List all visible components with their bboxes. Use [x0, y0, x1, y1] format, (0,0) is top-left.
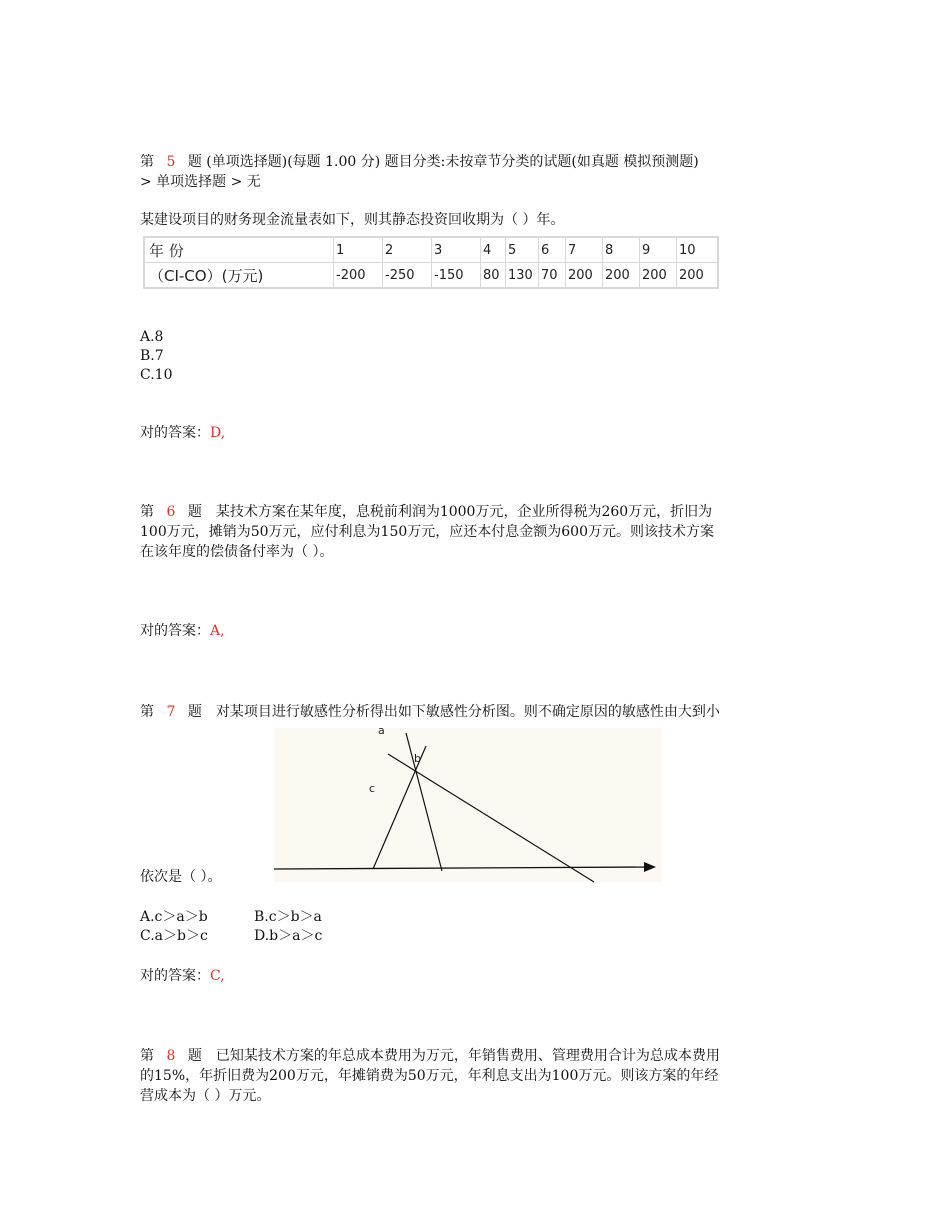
value-cell: -250 [383, 263, 432, 289]
year-cell: 7 [566, 237, 603, 263]
q7-options-row [140, 926, 322, 946]
value-cell: 70 [539, 263, 566, 289]
year-cell: 2 [383, 237, 432, 263]
sensitivity-diagram [274, 728, 666, 886]
q8-header-text: 题 [187, 1048, 202, 1064]
q5-header-text: 题 (单项选择题)(每题 1.00 分) 题目分类:未按章节分类的试题(如真题 模拟预测题) [187, 154, 699, 170]
table-row-header: （CI-CO）(万元) [144, 263, 334, 289]
answer-value: D, [210, 425, 226, 441]
year-cell: 1 [334, 237, 383, 263]
q8-stem-line: 营成本为（ ）万元。 [140, 1088, 271, 1104]
answer-label: 对的答案： [140, 425, 210, 441]
q7-stem: 对某项目进行敏感性分析得出如下敏感性分析图。则不确定原因的敏感性由大到小 [215, 704, 720, 720]
q7-answer [140, 966, 225, 986]
line-a [406, 733, 442, 871]
x-axis-arrow [644, 862, 656, 872]
q5-header-prefix: 第 [140, 154, 154, 170]
figure-label-c: c [369, 782, 376, 795]
q7-header-prefix: 第 [140, 704, 154, 720]
answer-value: C, [210, 968, 225, 984]
q7-option-d: D.b＞a＞c [254, 928, 323, 944]
value-cell: 200 [640, 263, 677, 289]
q5-option-b: B.7 [140, 348, 164, 364]
table-row [144, 237, 718, 263]
q7-option-a: A.c＞a＞b [140, 909, 208, 925]
value-cell: 200 [566, 263, 603, 289]
q7-line-1 [140, 702, 720, 722]
table-row [144, 263, 718, 289]
q8-stem-line: 已知某技术方案的年总成本费用为万元，年销售费用、管理费用合计为总成本费用 [215, 1048, 720, 1064]
year-cell: 8 [603, 237, 640, 263]
q7-stem-tail: 依次是（ ）。 [140, 869, 222, 885]
q6-stem-line: 某技术方案在某年度，息税前利润为1000万元，企业所得税为260万元，折旧为 [215, 504, 713, 520]
q5-option-a: A.8 [140, 329, 164, 345]
q8-number: 8 [166, 1048, 176, 1064]
year-cell: 6 [539, 237, 566, 263]
q6-number: 6 [166, 504, 176, 520]
q5-header [140, 152, 699, 172]
q8-header-prefix: 第 [140, 1048, 154, 1064]
q7-header-text: 题 [187, 704, 202, 720]
q5-category: > 单项选择题 > 无 [140, 174, 261, 190]
q6-stem-line: 100万元，摊销为50万元，应付利息为150万元，应还本付息金额为600万元。则该技术方案 [140, 524, 714, 540]
value-cell: 200 [677, 263, 719, 289]
sensitivity-figure [274, 724, 662, 882]
q7-option-b: B.c＞b＞a [254, 909, 322, 925]
value-cell: 200 [603, 263, 640, 289]
value-cell: -200 [334, 263, 383, 289]
q6-line-1 [140, 502, 712, 522]
q8-line-1 [140, 1046, 720, 1066]
value-cell: 130 [506, 263, 539, 289]
answer-value: A, [210, 623, 225, 639]
x-axis-line [274, 867, 652, 869]
value-cell: 80 [481, 263, 506, 289]
value-cell: -150 [432, 263, 481, 289]
cash-flow-table [143, 236, 719, 289]
q7-options-row [140, 907, 322, 927]
table-row-header: 年 份 [144, 237, 334, 263]
line-b [388, 754, 594, 882]
year-cell: 5 [506, 237, 539, 263]
q5-number: 5 [166, 154, 176, 170]
q8-stem-line: 的15%，年折旧费为200万元，年摊销费为50万元，年利息支出为100万元。则该方案的年经 [140, 1068, 719, 1084]
q5-answer [140, 423, 225, 443]
q6-header-prefix: 第 [140, 504, 154, 520]
figure-label-b: b [414, 752, 421, 765]
figure-label-a: a [378, 724, 385, 737]
q7-option-c: C.a＞b＞c [140, 928, 208, 944]
q6-answer [140, 621, 225, 641]
year-cell: 4 [481, 237, 506, 263]
year-cell: 3 [432, 237, 481, 263]
q5-option-c: C.10 [140, 367, 173, 383]
q7-number: 7 [166, 704, 176, 720]
q5-stem: 某建设项目的财务现金流量表如下，则其静态投资回收期为（ ）年。 [140, 212, 565, 228]
q6-stem-line: 在该年度的偿债备付率为（ ）。 [140, 544, 334, 560]
q6-header-text: 题 [187, 504, 202, 520]
answer-label: 对的答案： [140, 623, 210, 639]
year-cell: 10 [677, 237, 719, 263]
answer-label: 对的答案： [140, 968, 210, 984]
year-cell: 9 [640, 237, 677, 263]
